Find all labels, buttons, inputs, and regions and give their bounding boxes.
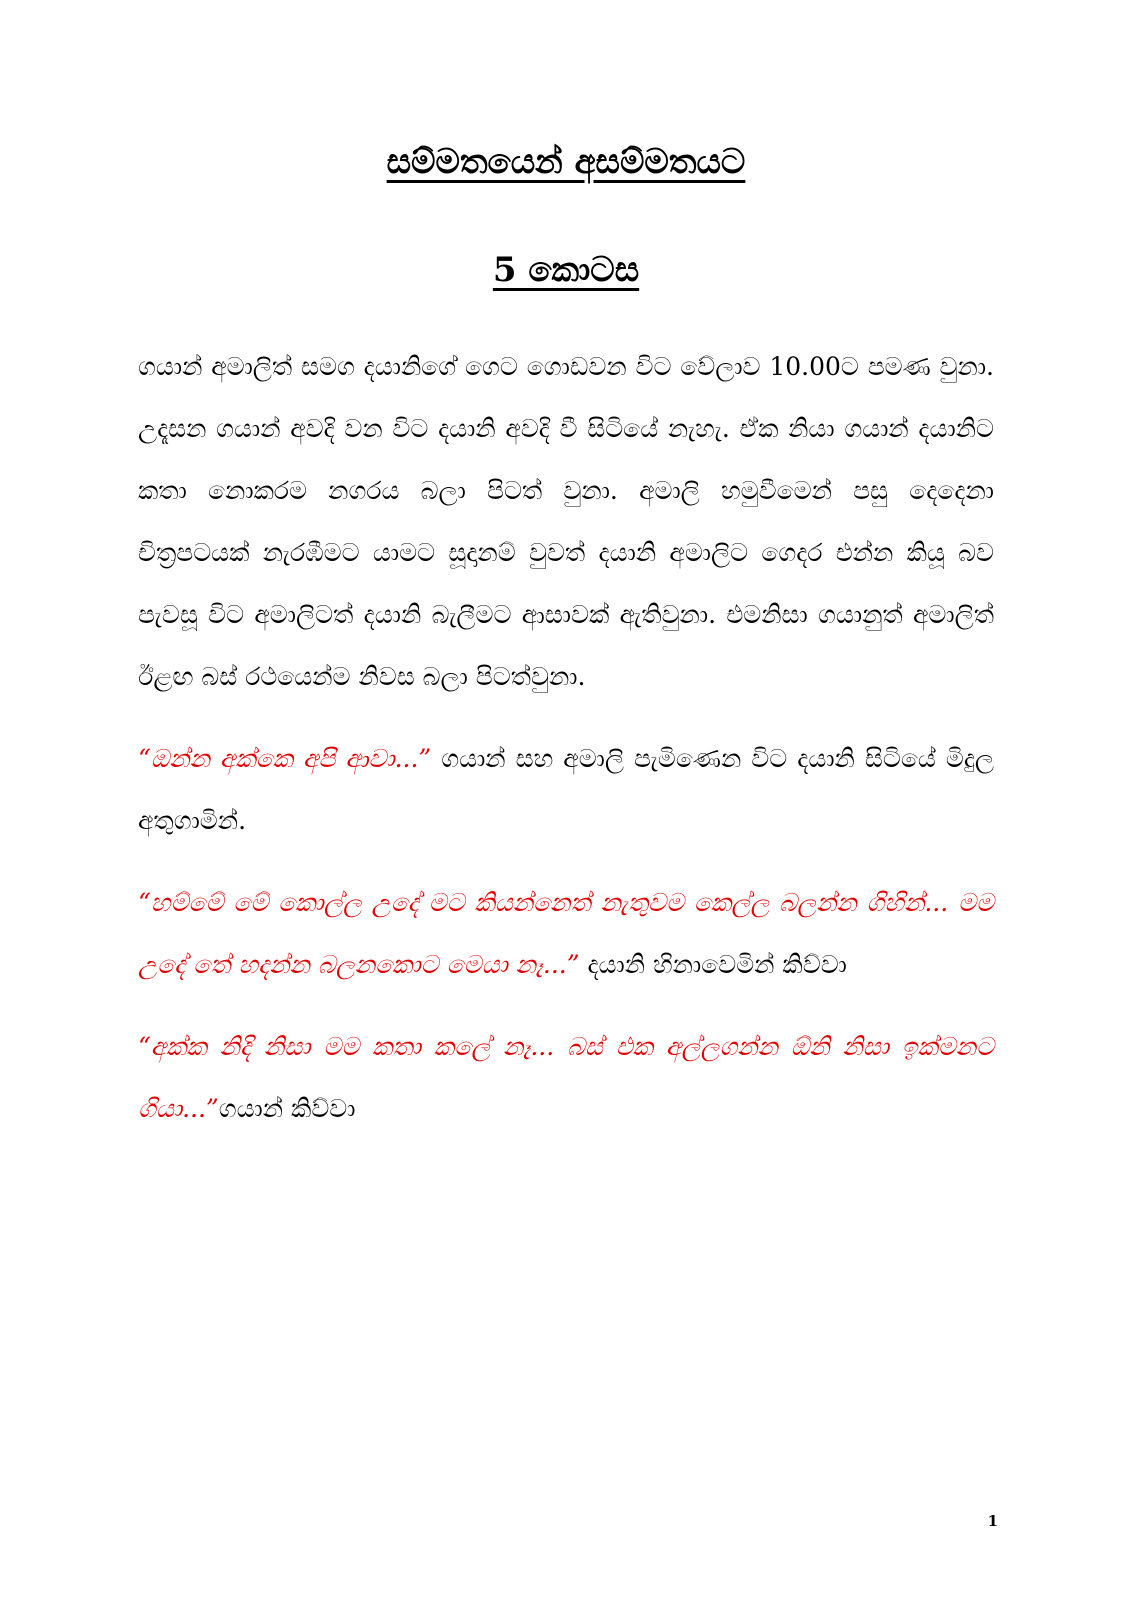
dialogue-quote: “ඔන්න අක්කෙ අපි ආවා...” [138, 744, 432, 773]
document-title: සම්මතයෙන් අසම්මතයට [386, 142, 746, 182]
dialogue-quote: “හම්මේ මේ කොල්ල උදේ මට කියන්නෙත් නැතුවම කෙල්ල බලන්න ගිහින්... මම උදේ තේ හදන්න බලනකොට මෙයා නෑ...” [138, 888, 994, 979]
dialogue-quote: “අක්ක නිදි නිසා මම කතා කලේ නෑ... බස් එක අල්ලගන්න ඕනි නිසා ඉක්මනට ගියා...” [138, 1032, 994, 1123]
narration-text: ගයාන් අමාලිත් සමග දයානිගේ ගෙට ගොඩවන විට වේලාව 10.00ට පමණ වුනා. උදෑසන ගයාන් අවදි වන විට දයානි අවදි වී සිටියේ නැහැ. ඒක නියා ගයාන් දයානිට කතා නොකරම නගරය බලා පිටත් වුනා. අමාලි හමුවීමෙන් පසු දෙදෙනා චිත්‍රපටයක් නැරඹීමට යාමට සූදානම් වුවත් දයානි අමාලිට ගෙදර එන්න කියූ බව පැවසූ විට අමාලිටත් දයානි බැලීමට ආසාවක් ඇතිවුනා. එමනිසා ගයානුත් අමාලිත් ඊළඟ බස් රථයෙන්ම නිවස බලා පිටත්වුනා. [138, 352, 994, 691]
paragraph-dialogue-2 [138, 872, 994, 996]
part-heading: 5 කොටස [492, 250, 640, 290]
document-body [138, 336, 994, 1160]
narration-text: දයානි හිනාවෙමින් කිව්වා [579, 950, 847, 979]
paragraph-dialogue-3 [138, 1016, 994, 1140]
paragraph-narration [138, 336, 994, 708]
paragraph-dialogue-1 [138, 728, 994, 852]
narration-text: ගයාන් සහ අමාලි පැමිණෙන විට දයානි සිටියේ මිදුල අතුගාමින්. [138, 744, 995, 835]
narration-text: ගයාන් කිව්වා [218, 1094, 356, 1123]
page-number: 1 [987, 1512, 998, 1530]
